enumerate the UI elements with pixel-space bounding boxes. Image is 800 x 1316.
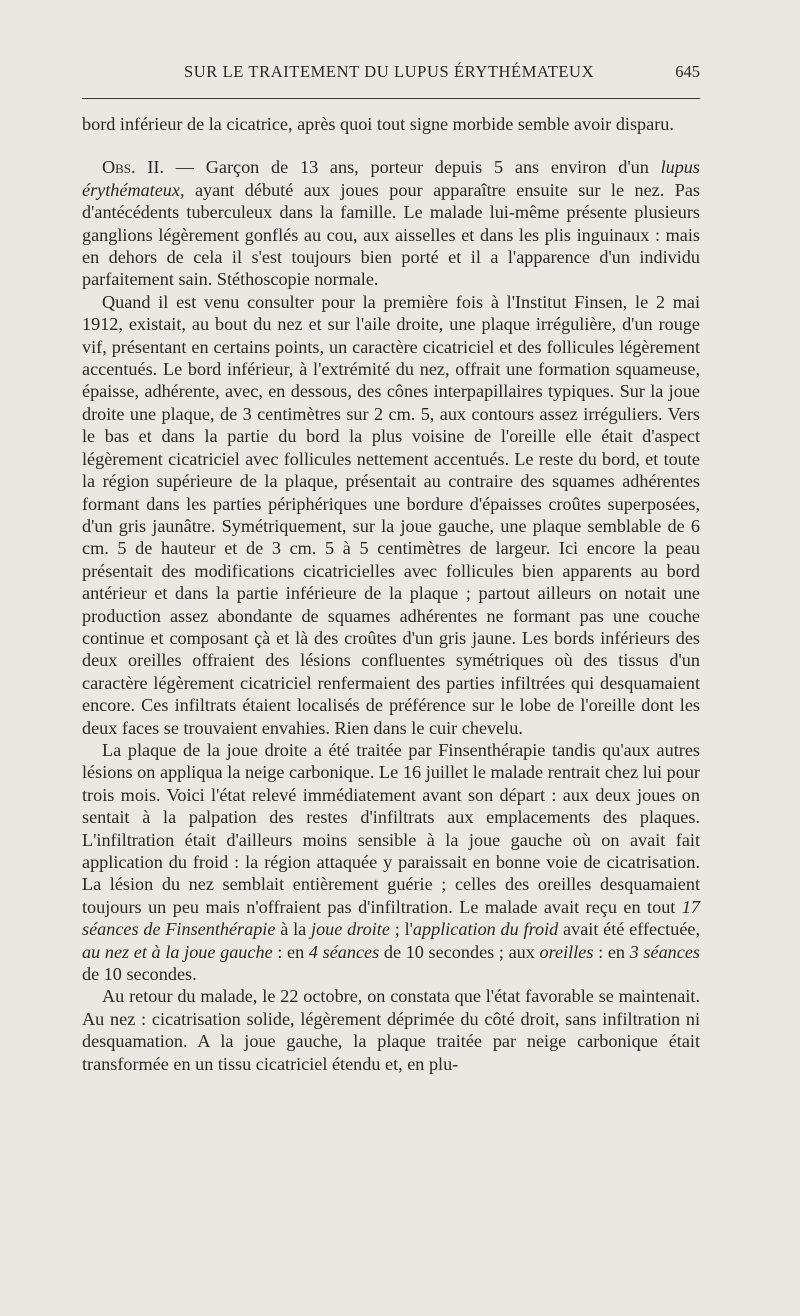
text-run: Au retour du malade, le 22 octobre, on constata que l'état favorable se maintenait. Au nez : cicatrisation solide, légèrement déprimée du côté droit, sans infiltration ni desquamation. A la joue gauche, la plaque traitée par neige carbonique était transformée en un tissu cicatriciel étendu et, en plu- (82, 986, 700, 1074)
paragraph (82, 739, 700, 985)
text-run: : en (593, 941, 630, 962)
running-title: SUR LE TRAITEMENT DU LUPUS ÉRYTHÉMATEUX (184, 62, 595, 81)
italic-run: joue droite (311, 919, 390, 940)
text-run: ayant débuté aux joues pour apparaître ensuite sur le nez. Pas d'antécédents tuberculeux dans la famille. Le malade lui-même présente plusieurs ganglions légèrement gonflés au cou, aux aisselles et dans les plis inguinaux : mais en dehors de cela il s'est toujours bien porté et il a l'apparence d'un individu parfaitement sain. Stéthoscopie normale. (82, 179, 700, 290)
page-header (82, 62, 700, 84)
italic-run: application du froid (412, 919, 559, 940)
paragraph (82, 156, 700, 290)
italic-run: 4 séances (308, 941, 380, 962)
header-rule (82, 98, 700, 99)
text-run: — Garçon de 13 ans, porteur depuis 5 ans environ d'un (164, 157, 661, 178)
text-run: bord inférieur de la cicatrice, après quoi tout signe morbide semble avoir disparu. (82, 114, 674, 134)
body-text (82, 113, 700, 1075)
page-number: 645 (675, 62, 700, 81)
text-run: Quand il est venu consulter pour la première fois à l'Institut Finsen, le 2 mai 1912, existait, au bout du nez et sur l'aile droite, une plaque irrégulière, d'un rouge vif, présentant en certains points, un caractère cicatriciel et des follicules légèrement accentués. Le bord inférieur, à l'extrémité du nez, offrait une formation squameuse, épaisse, adhérente, avec, en dessous, des cônes interpapillaires typiques. Sur la joue droite une plaque, de 3 centimètres sur 2 cm. 5, aux contours assez irréguliers. Vers le bas et dans la partie du bord la plus voisine de l'oreille elle était d'aspect légèrement cicatriciel avec follicules nettement accentués. Le reste du bord, et toute la région supérieure de la plaque, présentait au contraire des squames adhérentes formant dans les parties périphériques une bordure d'épaisses croûtes superposées, d'un gris jaunâtre. Symétriquement, sur la joue gauche, une plaque semblable de 6 cm. 5 de hauteur et de 3 cm. 5 à 5 centimètres de largeur. Ici encore la peau présentait des modifications cicatricielles avec follicules bien apparents au bord antérieur et dans la partie inférieure de la plaque ; partout ailleurs on notait une production assez abondante de squames adhérentes ne formant pas une couche continue et composant çà et là des croûtes d'un gris jaune. Les bords inférieurs des deux oreilles offraient des lésions confluentes symétriques où des tissus d'un caractère légèrement cicatriciel renfermaient des parties infiltrées qui desquamaient encore. Ces infiltrats étaient localisés de préférence sur le lobe de l'oreille dont les deux faces se trouvaient envahies. Rien dans le cuir chevelu. (82, 291, 700, 738)
italic-run: au nez et à la joue gauche (82, 941, 273, 962)
text-run: de 10 secondes ; aux (379, 941, 540, 962)
italic-run: 17 séances de Finsenthérapie (82, 896, 700, 940)
paragraph (82, 985, 700, 1075)
italic-run: 3 séances (629, 941, 700, 962)
text-run: à la (275, 919, 312, 940)
italic-run: oreilles (539, 941, 594, 962)
paragraph (82, 113, 700, 135)
text-run: avait été effectuée, (558, 919, 701, 940)
italic-run: lupus érythémateux, (82, 157, 700, 200)
text-run: de 10 secondes. (82, 964, 197, 985)
text-run: ; l' (389, 919, 413, 940)
observation-label: Obs. II. (102, 157, 165, 178)
text-run: : en (272, 941, 309, 962)
text-run: La plaque de la joue droite a été traitée par Finsenthérapie tandis qu'aux autres lésions on appliqua la neige carbonique. Le 16 juillet le malade rentrait chez lui pour trois mois. Voici l'état relevé immédiatement avant son départ : aux deux joues on sentait à la palpation des restes d'infiltrats aux emplacements des plaques. L'infiltration était d'ailleurs moins sensible à la joue gauche où on avait fait application du froid : la région attaquée y paraissait en bonne voie de cicatrisation. La lésion du nez semblait entièrement guérie ; celles des oreilles desquamaient toujours un peu mais n'offraient pas d'infiltration. Le malade avait reçu en tout (82, 739, 700, 917)
paragraph (82, 291, 700, 739)
